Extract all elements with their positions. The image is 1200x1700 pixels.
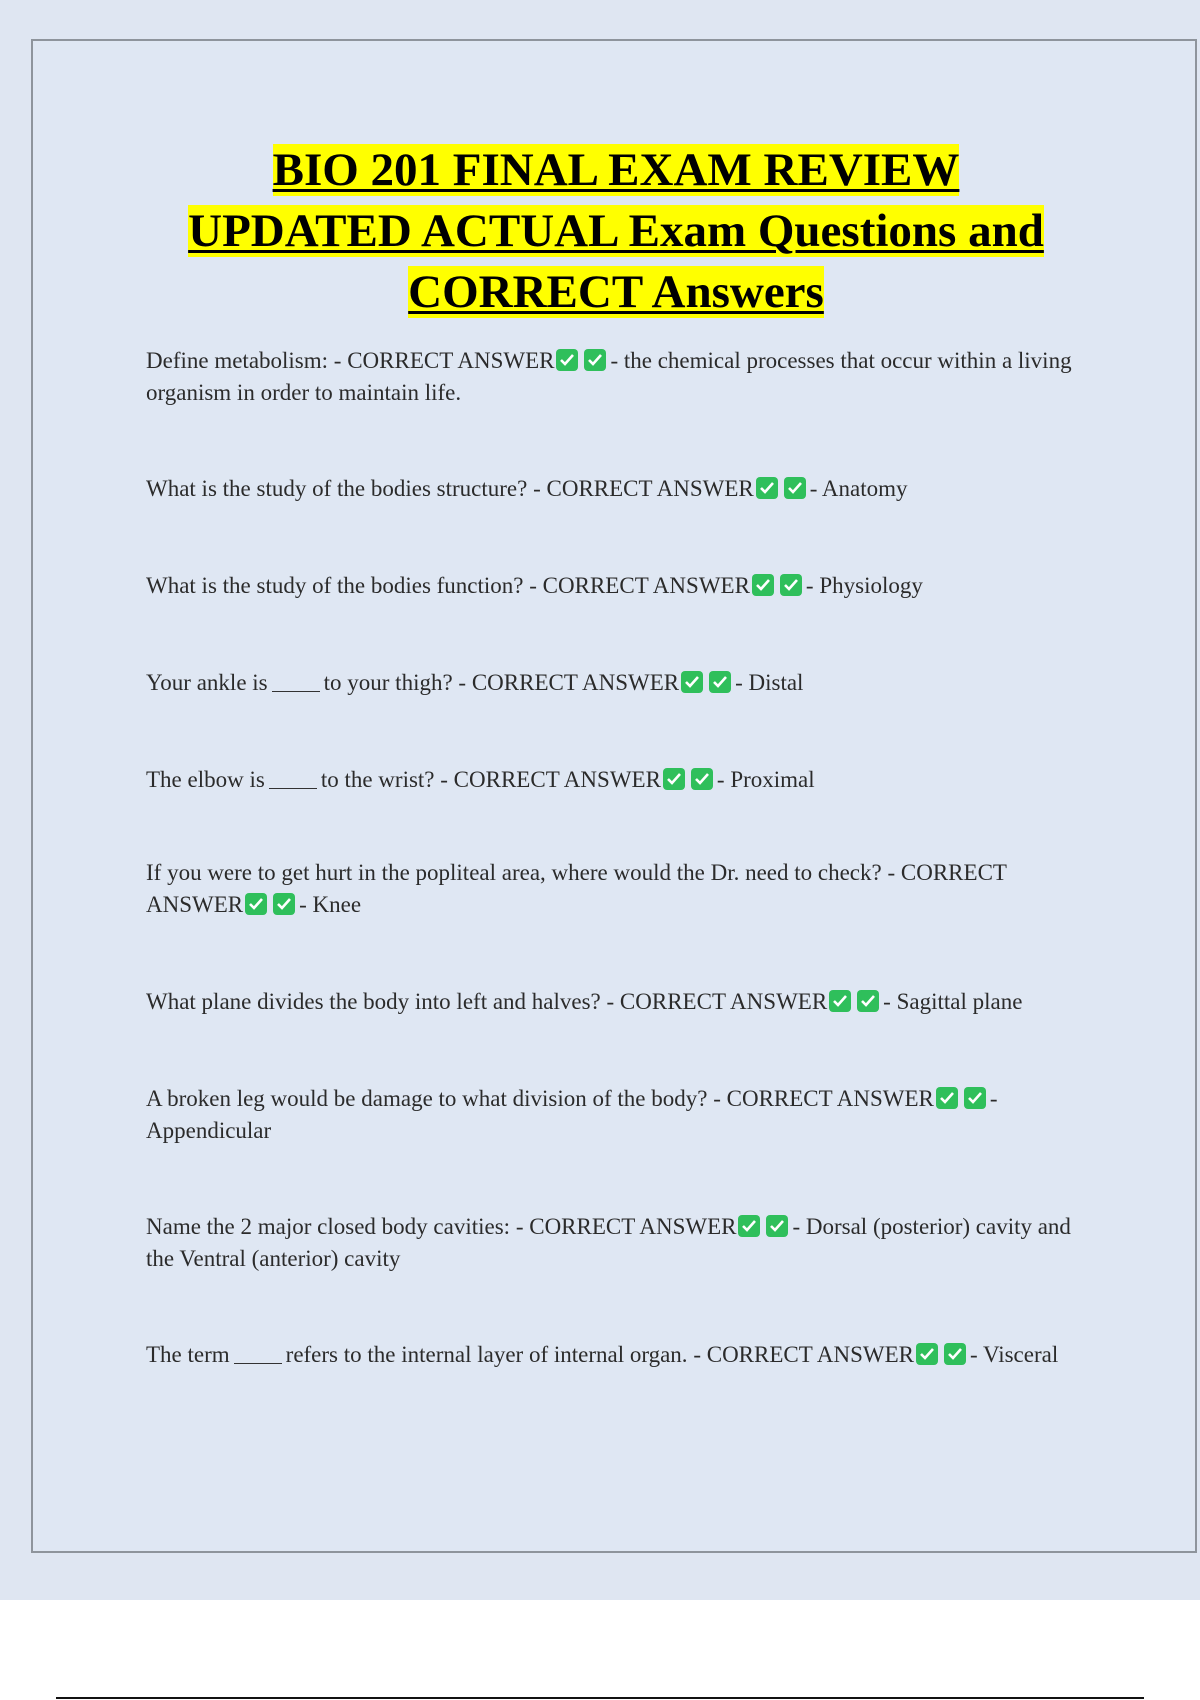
check-box-icon (273, 893, 295, 915)
check-box-icon (829, 990, 851, 1012)
answer-tag: - CORRECT ANSWER (333, 348, 555, 373)
qa-item (146, 345, 1096, 409)
qa-item (146, 1339, 1096, 1371)
answer-tag: - CORRECT ANSWER (533, 476, 754, 501)
check-box-icon (766, 1215, 788, 1237)
check-box-icon (556, 349, 578, 371)
check-box-icon (756, 477, 778, 499)
answer-text: - Sagittal plane (883, 989, 1023, 1014)
check-box-icon (663, 768, 685, 790)
qa-item (146, 570, 1096, 602)
check-box-icon (780, 574, 802, 596)
question-text: to the wrist? (320, 767, 435, 792)
answer-tag: - CORRECT ANSWER (693, 1342, 914, 1367)
question-text: A broken leg would be damage to what division of the body? (146, 1086, 708, 1111)
question-text: to your thigh? (323, 670, 453, 695)
qa-item (146, 1083, 1096, 1147)
question-text: What plane divides the body into left and halves? (146, 989, 601, 1014)
answer-text: - Physiology (805, 573, 923, 598)
check-box-icon (916, 1343, 938, 1365)
check-box-icon (944, 1343, 966, 1365)
qa-item (146, 986, 1096, 1018)
qa-item (146, 857, 1096, 921)
answer-text: - Anatomy (809, 476, 908, 501)
answer-tag: - CORRECT ANSWER (529, 573, 750, 598)
answer-tag: - CORRECT ANSWER (606, 989, 828, 1014)
check-box-icon (691, 768, 713, 790)
question-text: If you were to get hurt in the popliteal area, where would the Dr. need to check? (146, 860, 882, 885)
title-line: BIO 201 FINAL EXAM REVIEW (272, 144, 960, 196)
answer-text: - Visceral (969, 1342, 1059, 1367)
qa-item (146, 473, 1096, 505)
question-text: Name the 2 major closed body cavities: (146, 1214, 511, 1239)
check-box-icon (584, 349, 606, 371)
answer-text: - Dorsal (posterior) cavity and the Ventral (anterior) cavity (146, 1214, 1071, 1271)
title-line: CORRECT Answers (408, 266, 824, 318)
question-text: The elbow is (146, 767, 265, 792)
fill-in-blank (234, 1363, 282, 1364)
qa-item (146, 764, 1096, 796)
question-text: Your ankle is (146, 670, 268, 695)
check-box-icon (784, 477, 806, 499)
document-title (60, 140, 1172, 323)
check-box-icon (752, 574, 774, 596)
answer-tag: - CORRECT ANSWER (146, 860, 1007, 917)
check-box-icon (681, 671, 703, 693)
check-box-icon (964, 1087, 986, 1109)
answer-tag: - CORRECT ANSWER (458, 670, 680, 695)
answer-text: - Proximal (716, 767, 815, 792)
question-text: What is the study of the bodies structure? (146, 476, 528, 501)
check-box-icon (936, 1087, 958, 1109)
answer-text: - Distal (735, 670, 804, 695)
question-text: Define metabolism: (146, 348, 329, 373)
check-box-icon (738, 1215, 760, 1237)
fill-in-blank (272, 691, 320, 692)
fill-in-blank (269, 788, 317, 789)
answer-tag: - CORRECT ANSWER (713, 1086, 934, 1111)
check-box-icon (245, 893, 267, 915)
answer-text: - Knee (299, 892, 362, 917)
question-text: refers to the internal layer of internal organ. (285, 1342, 688, 1367)
qa-item (146, 1211, 1096, 1275)
answer-tag: - CORRECT ANSWER (515, 1214, 737, 1239)
question-text: The term (146, 1342, 230, 1367)
answer-text: - the chemical processes that occur within a living organism in order to maintain life. (146, 348, 1072, 405)
check-box-icon (857, 990, 879, 1012)
check-box-icon (709, 671, 731, 693)
question-text: What is the study of the bodies function? (146, 573, 524, 598)
answer-text: - Appendicular (146, 1086, 998, 1143)
title-line: UPDATED ACTUAL Exam Questions and (188, 205, 1044, 257)
bottom-divider (56, 1697, 1144, 1699)
answer-tag: - CORRECT ANSWER (440, 767, 661, 792)
qa-item (146, 667, 1096, 699)
